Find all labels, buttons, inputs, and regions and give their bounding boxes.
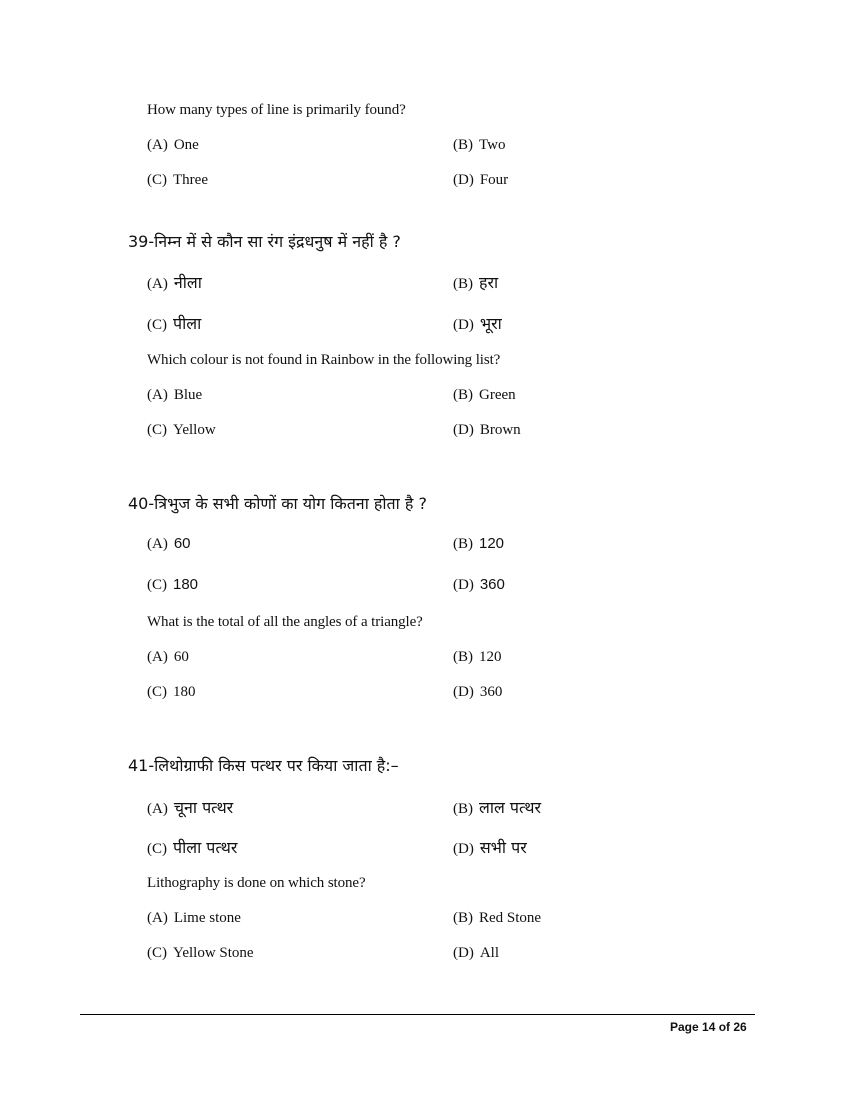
option-letter: (C) — [147, 945, 167, 961]
option-text: All — [479, 945, 499, 961]
option-text: 180 — [173, 684, 196, 700]
option-letter: (A) — [147, 276, 168, 292]
q41-option-a — [147, 910, 241, 927]
option-text: One — [173, 137, 199, 153]
option-text: हरा — [479, 273, 499, 292]
option-text: Four — [479, 172, 509, 188]
q39-option-a — [147, 387, 202, 404]
option-letter: (B) — [453, 649, 473, 665]
q40-option-b — [453, 649, 502, 666]
option-text: 360 — [479, 576, 505, 593]
q38-option-a — [147, 137, 199, 154]
q39-hindi-option-a — [147, 271, 202, 293]
option-letter: (A) — [147, 536, 168, 552]
q40-english-question: What is the total of all the angles of a triangle? — [147, 614, 423, 630]
option-letter: (B) — [453, 137, 473, 153]
option-letter: (A) — [147, 910, 168, 926]
option-text: भूरा — [479, 314, 502, 333]
option-text: Three — [173, 172, 208, 188]
option-text: Red Stone — [479, 910, 542, 926]
option-text: Lime stone — [173, 910, 241, 926]
q39-hindi-option-d — [453, 312, 502, 334]
option-letter: (B) — [453, 387, 473, 403]
option-letter: (D) — [453, 172, 474, 188]
q41-option-d — [453, 945, 499, 962]
option-letter: (D) — [453, 945, 474, 961]
option-letter: (D) — [453, 422, 474, 438]
option-letter: (D) — [453, 577, 474, 593]
q41-option-c — [147, 945, 254, 962]
q39-hindi-option-c — [147, 312, 201, 334]
option-text: 60 — [173, 649, 189, 665]
option-letter: (C) — [147, 684, 167, 700]
option-text: पीला पत्थर — [173, 838, 238, 857]
option-letter: (C) — [147, 172, 167, 188]
q41-hindi-option-c — [147, 836, 237, 858]
q38-option-d — [453, 172, 508, 189]
q40-hindi-option-d — [453, 576, 505, 594]
option-text: 120 — [479, 649, 502, 665]
q38-english-question: How many types of line is primarily found? — [147, 102, 406, 118]
question-number: 40- — [128, 494, 155, 513]
option-text: लाल पत्थर — [479, 798, 542, 817]
q39-hindi-option-b — [453, 271, 498, 293]
option-text: Two — [479, 137, 506, 153]
q39-hindi-question — [128, 230, 401, 252]
q40-option-a — [147, 649, 189, 666]
q40-hindi-option-a — [147, 535, 191, 553]
option-letter: (A) — [147, 649, 168, 665]
question-number: 39- — [128, 232, 155, 251]
option-text: Blue — [173, 387, 203, 403]
option-text: 60 — [173, 535, 191, 552]
option-text: Yellow Stone — [173, 945, 254, 961]
question-text: त्रिभुज के सभी कोणों का योग कितना होता है ? — [154, 494, 427, 513]
option-letter: (C) — [147, 577, 167, 593]
option-letter: (A) — [147, 387, 168, 403]
option-letter: (B) — [453, 276, 473, 292]
q41-hindi-option-a — [147, 796, 233, 818]
option-text: नीला — [173, 273, 202, 292]
option-letter: (B) — [453, 801, 473, 817]
q39-option-c — [147, 422, 216, 439]
option-letter: (D) — [453, 684, 474, 700]
option-text: चूना पत्थर — [173, 798, 234, 817]
question-text: निम्न में से कौन सा रंग इंद्रधनुष में नहीं है ? — [154, 232, 401, 251]
q39-english-question: Which colour is not found in Rainbow in the following list? — [147, 352, 501, 368]
q39-option-b — [453, 387, 516, 404]
option-text: 360 — [479, 684, 503, 700]
option-letter: (A) — [147, 137, 168, 153]
option-letter: (B) — [453, 910, 473, 926]
page-number: Page 14 of 26 — [670, 1020, 747, 1034]
q40-option-c — [147, 684, 196, 701]
option-text: 180 — [173, 576, 199, 593]
option-text: Yellow — [173, 422, 216, 438]
question-number: 41- — [128, 756, 155, 775]
q41-hindi-option-d — [453, 836, 527, 858]
q38-option-b — [453, 137, 505, 154]
option-letter: (C) — [147, 317, 167, 333]
q40-hindi-question — [128, 492, 427, 514]
option-letter: (B) — [453, 536, 473, 552]
q40-hindi-option-c — [147, 576, 198, 594]
option-text: सभी पर — [479, 838, 527, 857]
option-letter: (D) — [453, 841, 474, 857]
q40-hindi-option-b — [453, 535, 504, 553]
option-text: Green — [479, 387, 516, 403]
option-text: 120 — [479, 535, 505, 552]
q40-option-d — [453, 684, 502, 701]
q39-option-d — [453, 422, 521, 439]
question-text: लिथोग्राफी किस पत्थर पर किया जाता है:– — [154, 756, 399, 775]
q41-english-question: Lithography is done on which stone? — [147, 875, 366, 891]
footer-divider — [80, 1014, 755, 1015]
option-letter: (D) — [453, 317, 474, 333]
option-letter: (A) — [147, 801, 168, 817]
option-letter: (C) — [147, 841, 167, 857]
option-text: पीला — [173, 314, 202, 333]
option-text: Brown — [479, 422, 521, 438]
option-letter: (C) — [147, 422, 167, 438]
q41-hindi-question — [128, 754, 399, 776]
q38-option-c — [147, 172, 208, 189]
q41-option-b — [453, 910, 541, 927]
q41-hindi-option-b — [453, 796, 541, 818]
